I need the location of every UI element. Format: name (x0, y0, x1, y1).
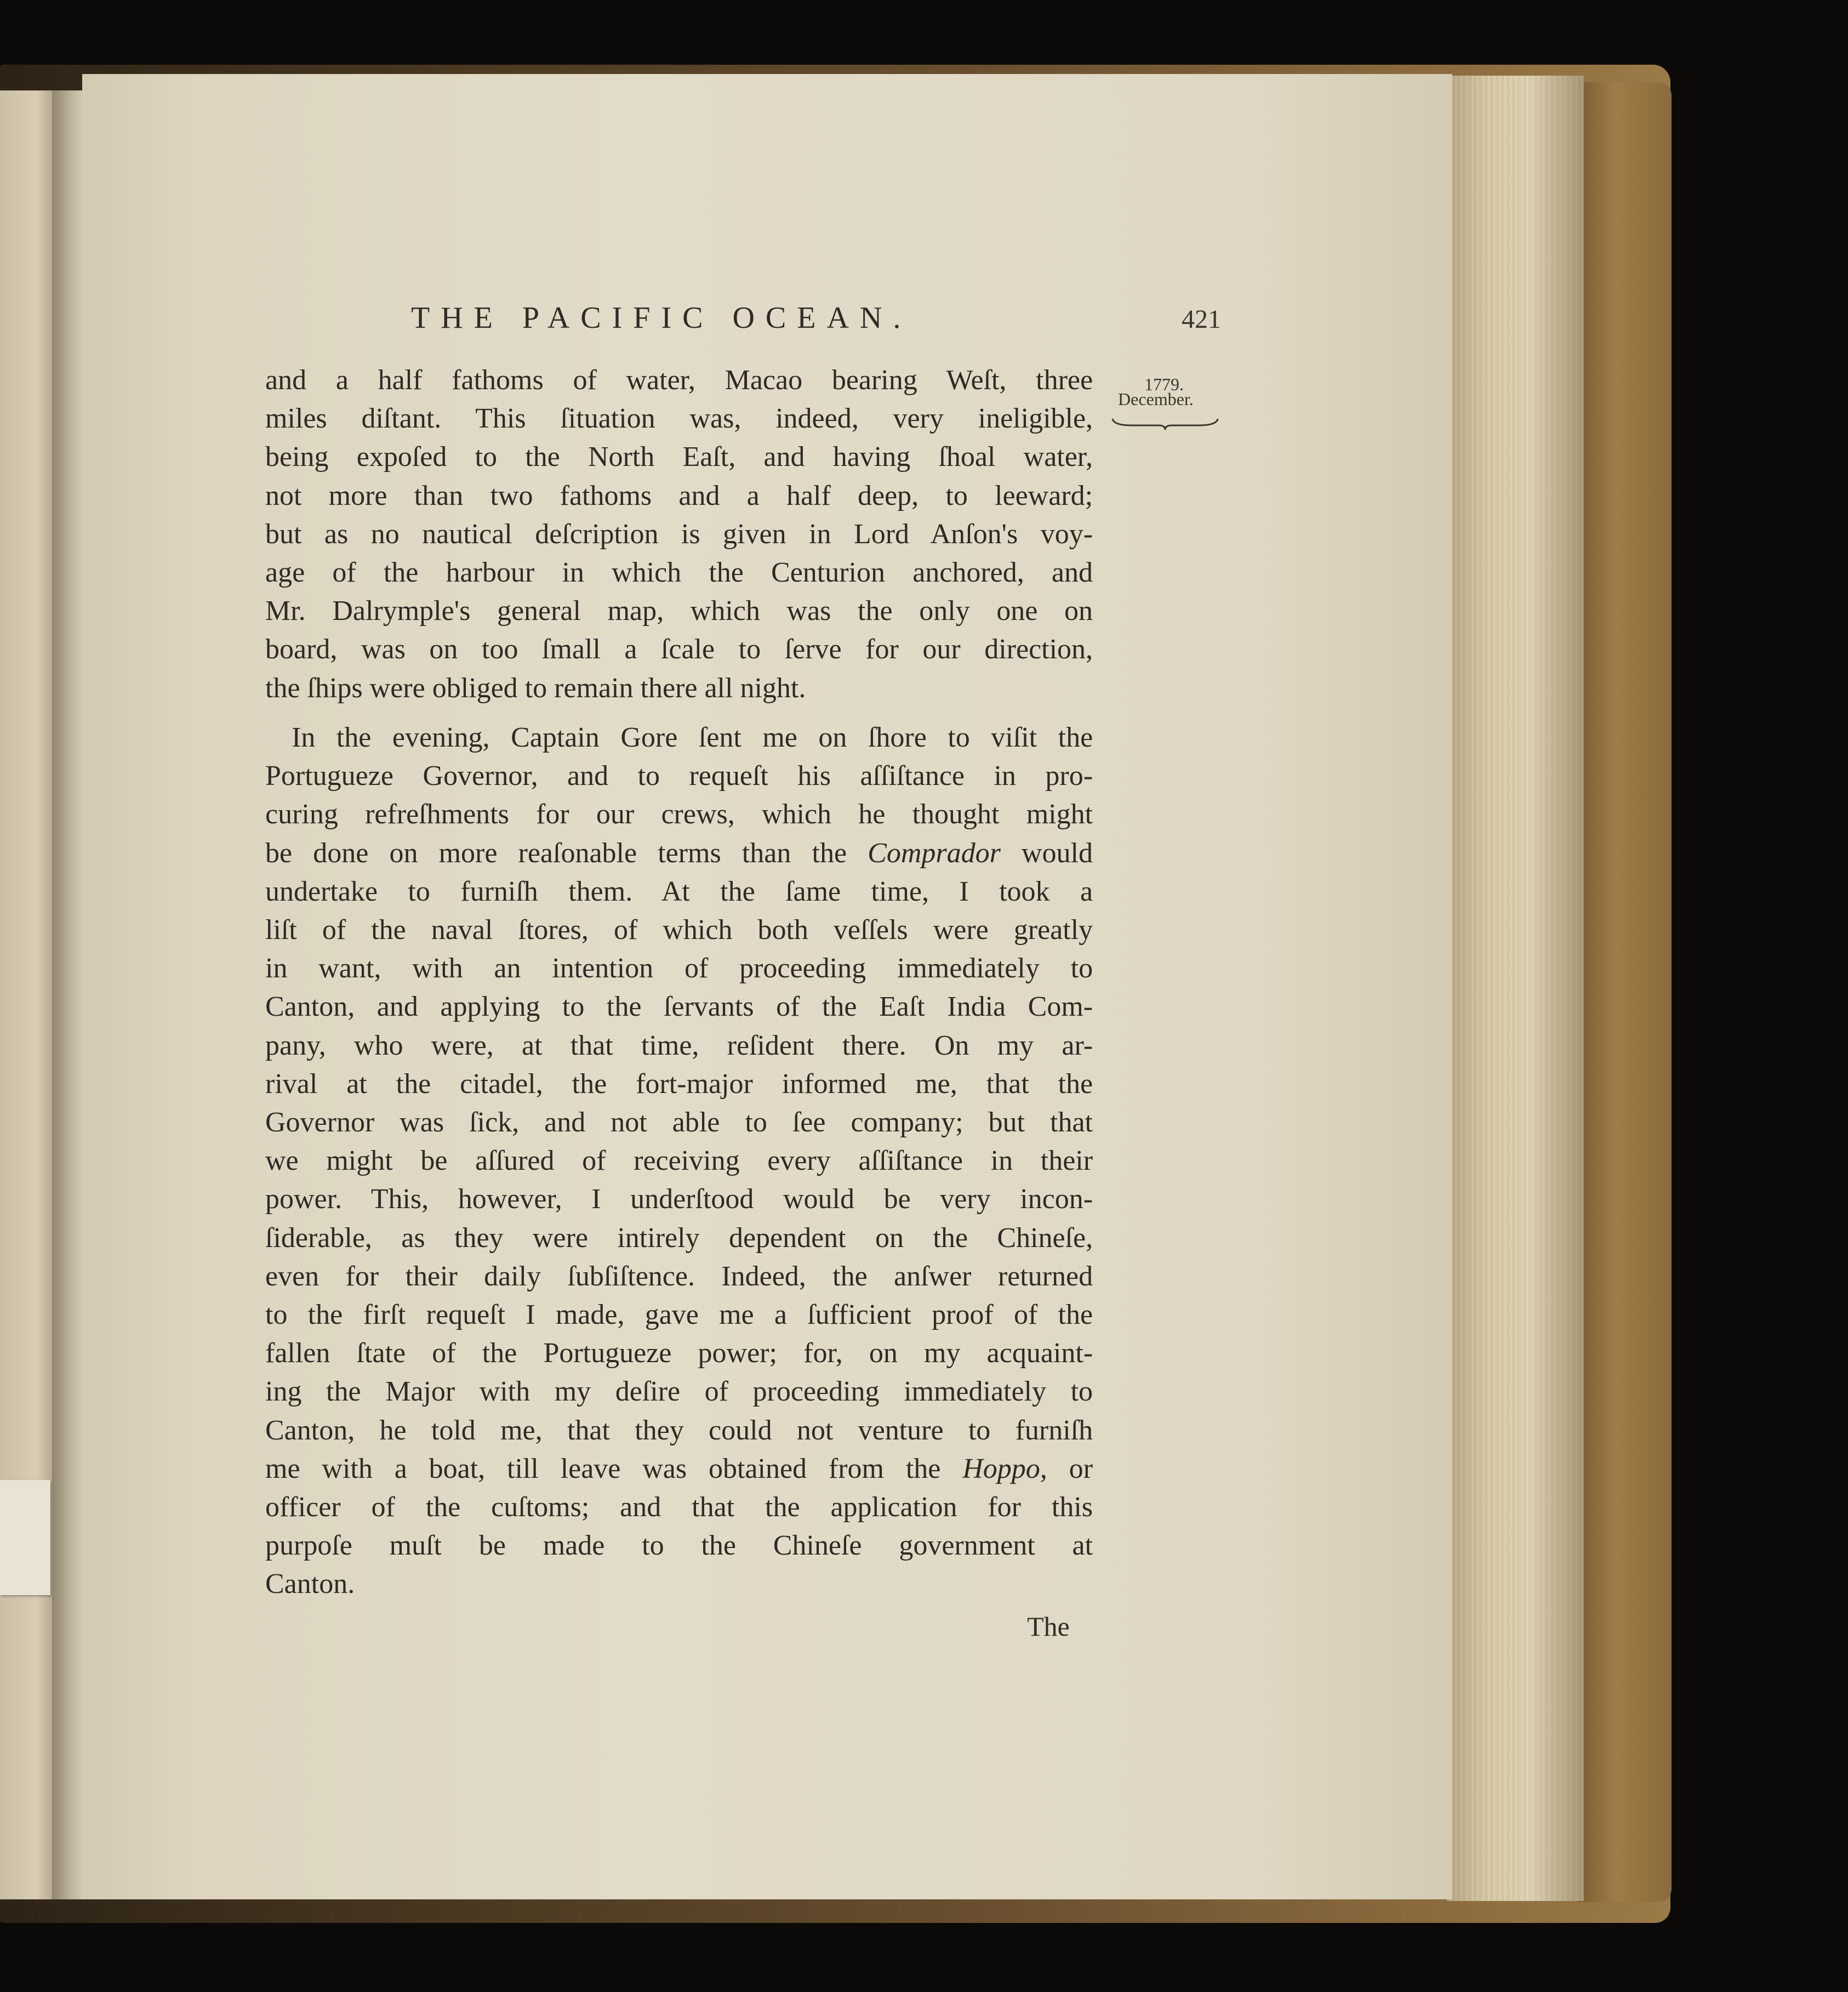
text-line: Canton. (265, 1568, 355, 1600)
text-line: officer of the cuſtoms; and that the application for this (265, 1492, 1093, 1523)
text-line: Mr. Dalrymple's general map, which was the only one on (265, 595, 1093, 627)
right-page (82, 74, 1452, 1899)
text-line: undertake to furniſh them. At the ſame time, I took a (265, 875, 1093, 907)
text-line: miles diſtant. This ſituation was, indeed, very ineligible, (265, 403, 1093, 435)
text-line: fallen ſtate of the Portugueze power; for, on my acquaint- (265, 1338, 1093, 1369)
text-line: we might be aſſured of receiving every aſſiſtance in their (265, 1145, 1093, 1177)
paper-slip (0, 1480, 50, 1595)
running-head: THE PACIFIC OCEAN. (411, 301, 912, 335)
text-line: board, was on too ſmall a ſcale to ſerve for our direction, (265, 634, 1093, 665)
text-line: in want, with an intention of proceeding immediately to (265, 953, 1093, 984)
text-line: rival at the citadel, the fort-major informed me, that the (265, 1068, 1093, 1100)
marginal-month: December. (1118, 389, 1194, 409)
marginal-brace (1110, 416, 1220, 432)
text-line: age of the harbour in which the Centurion anchored, and (265, 557, 1093, 588)
text-line: not more than two fathoms and a half deep, to leeward; (265, 480, 1093, 511)
text-line: ing the Major with my deſire of proceeding immediately to (265, 1376, 1093, 1408)
text-line: Portugueze Governor, and to requeſt his aſſiſtance in pro- (265, 760, 1093, 792)
book-gutter (52, 90, 85, 1899)
text-line: be done on more reaſonable terms than the Comprador would (265, 837, 1093, 869)
left-facing-page (0, 90, 52, 1899)
page-edges-shading (1447, 76, 1584, 1901)
text-line: me with a boat, till leave was obtained from the Hoppo, or (265, 1453, 1093, 1484)
text-line: the ſhips were obliged to remain there all night. (265, 672, 806, 704)
page-number: 421 (1182, 305, 1221, 334)
text-line: In the evening, Captain Gore ſent me on ſhore to viſit the (292, 722, 1093, 753)
text-line: ſiderable, as they were intirely dependent on the Chineſe, (265, 1222, 1093, 1254)
text-line: curing refreſhments for our crews, which he thought might (265, 799, 1093, 830)
text-line: Canton, and applying to the ſervants of the Eaſt India Com- (265, 991, 1093, 1023)
text-line: purpoſe muſt be made to the Chineſe government at (265, 1530, 1093, 1562)
text-line: pany, who were, at that time, reſident there. On my ar- (265, 1029, 1093, 1061)
marginal-year: 1779. (1144, 374, 1184, 394)
text-line: to the firſt requeſt I made, gave me a ſufficient proof of the (265, 1299, 1093, 1330)
text-line: even for their daily ſubſiſtence. Indeed, the anſwer returned (265, 1260, 1093, 1292)
cover-fore-edge (1578, 82, 1672, 1902)
text-line: Governor was ſick, and not able to ſee company; but that (265, 1107, 1093, 1138)
text-line: being expoſed to the North Eaſt, and having ſhoal water, (265, 441, 1093, 473)
catchword: The (1027, 1611, 1070, 1642)
text-line: power. This, however, I underſtood would be very incon- (265, 1183, 1093, 1215)
text-line: Canton, he told me, that they could not venture to furniſh (265, 1414, 1093, 1446)
text-line: but as no nautical deſcription is given in Lord Anſon's voy- (265, 518, 1093, 550)
text-line: liſt of the naval ſtores, of which both veſſels were greatly (265, 914, 1093, 946)
text-line: and a half fathoms of water, Macao bearing Weſt, three (265, 365, 1093, 396)
